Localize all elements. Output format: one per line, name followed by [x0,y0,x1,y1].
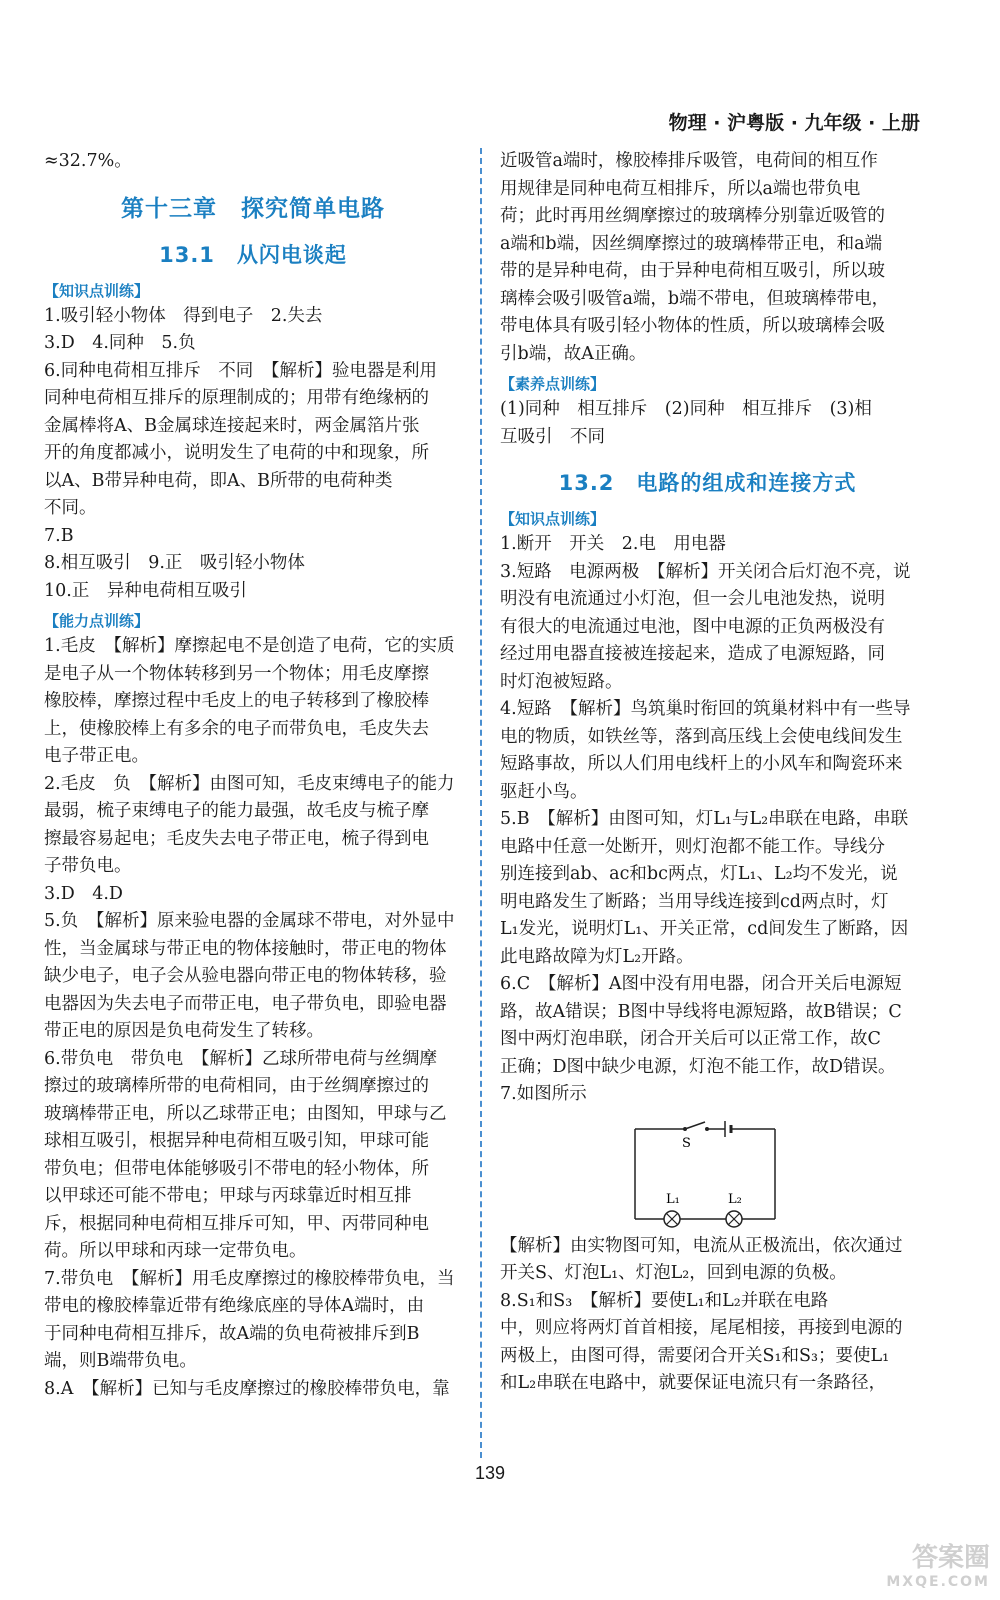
right-column [500,148,915,1398]
answer-block [44,303,462,606]
text-line: 有很大的电流通过电池，图中电源的正负两极没有 [500,616,885,637]
switch-label: S [682,1135,691,1151]
text-line: 6.C 【解析】A图中没有用电器，闭合开关后电源短 [500,974,902,994]
text-line: 5.负 【解析】原来验电器的金属球不带电，对外显中 [44,911,455,931]
text-line: 【解析】由实物图可知，电流从正极流出，依次通过 [500,1235,903,1256]
text-line: 1.吸引轻小物体 得到电子 2.失去 [44,305,323,326]
text-line: 近吸管a端时，橡胶棒排斥吸管，电荷间的相互作 [500,151,878,171]
page-number: 139 [474,1463,506,1483]
text-line: 球相互吸引，根据异种电荷相互吸引知，甲球可能 [44,1131,429,1151]
text-line: 1.毛皮 【解析】摩擦起电不是创造了电荷，它的实质 [44,636,455,656]
text-line: 以甲球还可能不带电；甲球与丙球靠近时相互排 [44,1186,412,1206]
switch-blade [685,1122,705,1129]
text-line: 6.带负电 带负电 【解析】乙球所带电荷与丝绸摩 [44,1048,437,1069]
text-line: 驱赶小鸟。 [500,781,588,802]
text-line: 5.B 【解析】由图可知，灯L₁与L₂串联在电路，串联 [500,809,909,829]
answer-block [500,1233,915,1398]
circuit-svg [630,1119,780,1229]
text-line: 带的是异种电荷，由于异种电荷相互吸引，所以玻 [500,261,885,281]
text-line: 7.如图所示 [500,1084,587,1104]
section-title: 13.2 电路的组成和连接方式 [558,471,857,495]
text-line: 以A、B带异种电荷，即A、B所带的电荷种类 [44,470,393,491]
text-line: 带正电的原因是负电荷发生了转移。 [44,1021,324,1041]
text-line: (1)同种 相互排斥 (2)同种 相互排斥 (3)相 [500,399,872,419]
text-line: 4.短路 【解析】鸟筑巢时衔回的筑巢材料中有一些导 [500,699,911,719]
text-line: 两极上，由图可得，需要闭合开关S₁和S₃；要使L₁ [500,1345,890,1366]
section-title: 13.1 从闪电谈起 [159,242,347,267]
text-line: 电的物质，如铁丝等，落到高压线上会使电线间发生 [500,726,903,747]
text-line: 和L₂串联在电路中，就要保证电流只有一条路径， [500,1373,887,1393]
subsection-label: 【素养点训练】 [500,375,606,393]
switch-pivot [683,1127,687,1131]
text-line: 明电路发生了断路；当用导线连接到cd两点时，灯 [500,891,889,912]
text-line: 经过用电器直接被连接起来，造成了电源短路，同 [500,644,885,664]
text-line: 开关S、灯泡L₁、灯泡L₂，回到电源的负极。 [500,1263,847,1283]
subsection-label: 【能力点训练】 [44,612,150,630]
text-line: 电器因为失去电子而带正电，电子带负电，即验电器 [44,993,447,1014]
text-line: 中，则应将两灯首首相接，尾尾相接，再接到电源的 [500,1318,903,1338]
answer-block [44,633,462,1403]
text-line: 正确；D图中缺少电源，灯泡不能工作，故D错误。 [500,1056,896,1077]
text-line: 最弱，梳子束缚电子的能力最强，故毛皮与梳子摩 [44,801,429,821]
left-column [44,148,462,1403]
text-line: 2.毛皮 负 【解析】由图可知，毛皮束缚电子的能力 [44,773,455,794]
text-line: 明没有电流通过小灯泡，但一会儿电池发热，说明 [500,589,885,609]
text-line: a端和b端，因丝绸摩擦过的玻璃棒带正电，和a端 [500,233,883,254]
text-line: 电路中任意一处断开，则灯泡都不能工作。导线分 [500,836,885,857]
column-divider [480,148,482,1458]
text-line: 带负电；但带电体能够吸引不带电的轻小物体，所 [44,1158,429,1179]
text-line: 子带负电。 [44,856,132,876]
text-line: 橡胶棒，摩擦过程中毛皮上的电子转移到了橡胶棒 [44,691,429,711]
answer-block [500,531,915,1109]
text-line: 端，则B端带负电。 [44,1351,197,1371]
text-line: 是电子从一个物体转移到另一个物体；用毛皮摩擦 [44,663,429,684]
subsection-label: 【知识点训练】 [44,281,150,300]
text-line: 8.S₁和S₃ 【解析】要使L₁和L₂并联在电路 [500,1290,829,1311]
text-line: 7.带负电 【解析】用毛皮摩擦过的橡胶棒带负电，当 [44,1268,455,1289]
text-line: 时灯泡被短路。 [500,671,623,692]
circuit-diagram [630,1119,915,1233]
lamp2-label: L₂ [728,1191,742,1207]
text-line: 短路事故，所以人们用电线杆上的小风车和陶瓷环来 [500,754,903,774]
text-line: L₁发光，说明灯L₁、开关正常，cd间发生了断路，因 [500,919,909,939]
text-line: 荷。所以甲球和丙球一定带负电。 [44,1241,307,1261]
text-line: 引b端，故A正确。 [500,343,647,364]
text-line: 带电的橡胶棒靠近带有绝缘底座的导体A端时，由 [44,1296,425,1316]
text-line: 性，当金属球与带正电的物体接触时，带正电的物体 [44,938,447,959]
text-line: 3.D 4.D [44,883,123,904]
text-line: 3.D 4.同种 5.负 [44,333,196,353]
text-line: 同种电荷相互排斥的原理制成的；用带有绝缘柄的 [44,388,429,408]
text-line: 路，故A错误；B图中导线将电源短路，故B错误；C [500,1001,902,1022]
text-line: 斥，根据同种电荷相互排斥可知，甲、丙带同种电 [44,1213,429,1234]
answer-block [500,148,915,368]
text-line: 互吸引 不同 [500,426,605,447]
text-line: 电子带正电。 [44,746,149,766]
text-line: 1.断开 开关 2.电 用电器 [500,534,726,554]
watermark-logo-text: 答案圈 [911,1543,990,1573]
subsection-label: 【知识点训练】 [500,510,606,528]
text-line: 璃棒会吸引吸管a端，b端不带电，但玻璃棒带电， [500,288,890,309]
text-line: 10.正 异种电荷相互吸引 [44,580,247,601]
text-line: 8.A 【解析】已知与毛皮摩擦过的橡胶棒带负电，靠 [44,1378,450,1399]
text-line: ≈32.7%。 [44,151,132,171]
text-line: 用规律是同种电荷互相排斥，所以a端也带负电 [500,178,861,199]
text-line: 7.B [44,525,74,546]
text-line: 3.短路 电源两极 【解析】开关闭合后灯泡不亮，说 [500,561,911,582]
text-line: 荷；此时再用丝绸摩擦过的玻璃棒分别靠近吸管的 [500,206,885,226]
chapter-title: 第十三章 探究简单电路 [121,195,385,222]
watermark-url: MXQE.COM [886,1574,990,1590]
text-line: 6.同种电荷相互排斥 不同 【解析】验电器是利用 [44,360,437,381]
book-header: 物理 · 沪粤版 · 九年级 · 上册 [668,112,920,134]
text-line: 缺少电子，电子会从验电器向带正电的物体转移，验 [44,966,447,986]
watermark [886,1537,990,1590]
text-line: 开的角度都减小，说明发生了电荷的中和现象，所 [44,443,429,463]
text-line: 图中两灯泡串联，闭合开关后可以正常工作，故C [500,1029,881,1049]
text-line: 玻璃棒带正电，所以乙球带正电；由图知，甲球与乙 [44,1103,447,1124]
text-line: 擦最容易起电；毛皮失去电子带正电，梳子得到电 [44,828,429,849]
text-line: 8.相互吸引 9.正 吸引轻小物体 [44,553,305,573]
text-line: 金属棒将A、B金属球连接起来时，两金属箔片张 [44,415,420,436]
text-line: 此电路故障为灯L₂开路。 [500,946,694,967]
text-line: 不同。 [44,498,97,518]
text-line: 别连接到ab、ac和bc两点，灯L₁、L₂均不发光，说 [500,864,898,884]
text-line: 带电体具有吸引轻小物体的性质，所以玻璃棒会吸 [500,316,885,336]
text-line: 于同种电荷相互排斥，故A端的负电荷被排斥到B [44,1323,420,1344]
lamp1-label: L₁ [666,1191,680,1207]
text-line: 上，使橡胶棒上有多余的电子而带负电，毛皮失去 [44,718,429,739]
answer-block [500,396,915,451]
text-line: 擦过的玻璃棒所带的电荷相同，由于丝绸摩擦过的 [44,1076,429,1096]
